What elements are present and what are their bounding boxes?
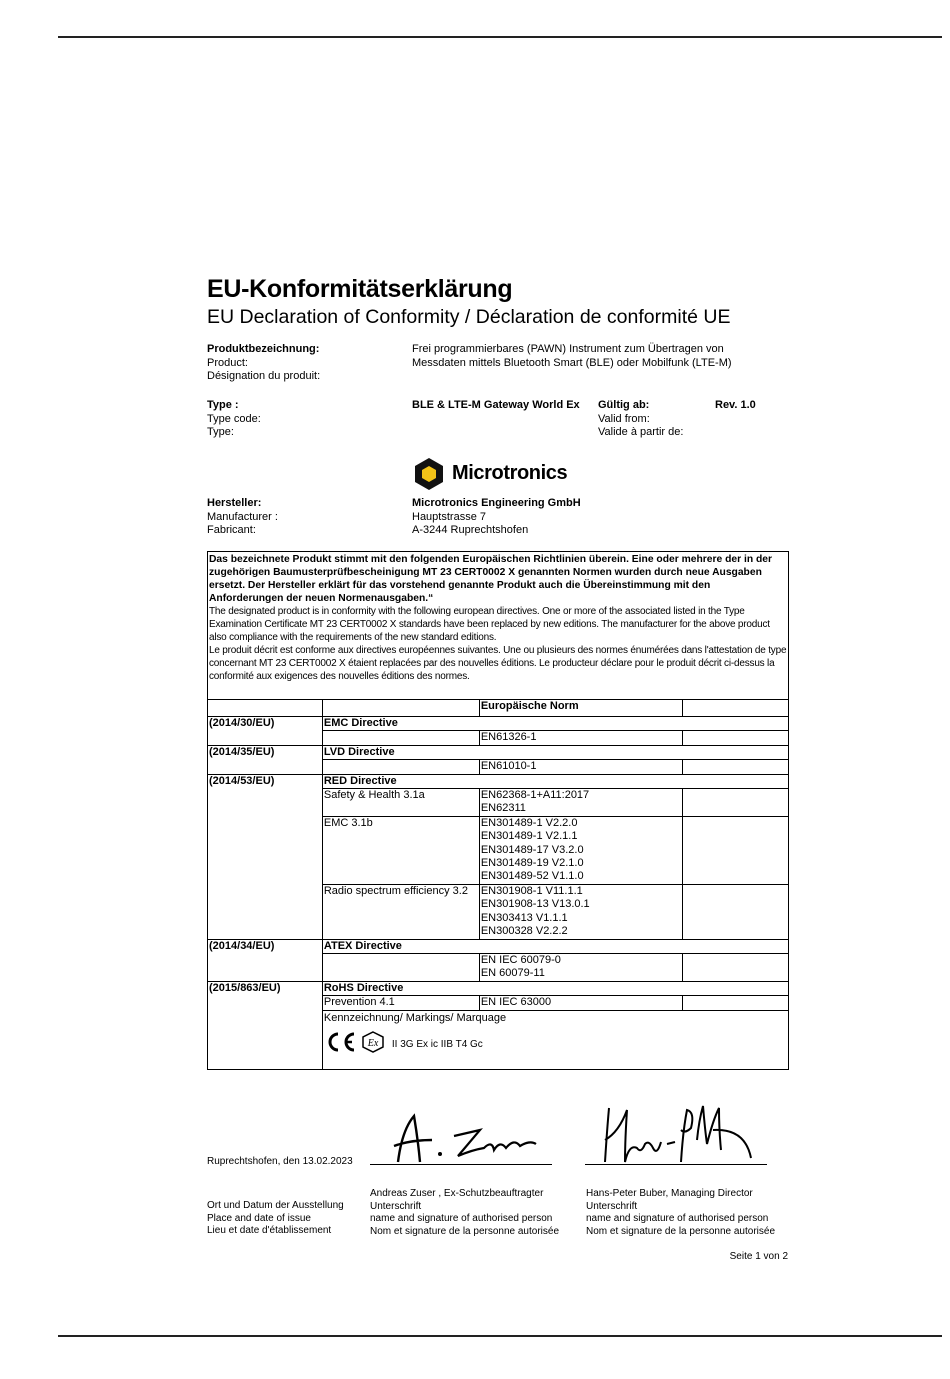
directive-code: (2014/35/EU) bbox=[208, 745, 323, 774]
statement-de: Das bezeichnete Produkt stimmt mit den folgenden Europäischen Richtlinien überein. Eine oder mehrere der in der zugehörigen Baumusterprüfbescheinigung MT 23 CERT0002 X genannten Normen wurden durch neue Ausgaben ersetzt. Der Hersteller erklärt für das vorstehend genannte Produkt auch die Übereinstimmung mit den Anforderungen der neuen Normenausgaben.“ bbox=[209, 554, 773, 604]
marking-cell bbox=[322, 1010, 788, 1069]
valid-label-de: Gültig ab: bbox=[598, 399, 650, 411]
manufacturer-label-fr: Fabricant: bbox=[207, 524, 256, 536]
signature-line bbox=[585, 1164, 767, 1165]
directive-code: (2015/863/EU) bbox=[208, 981, 323, 1069]
table-cell bbox=[322, 700, 479, 717]
signatory-2-name: Hans-Peter Buber, Managing Director bbox=[586, 1188, 753, 1199]
norm-line: EN IEC 60079-0 bbox=[480, 953, 561, 966]
table-row bbox=[208, 774, 789, 788]
table-cell bbox=[683, 816, 789, 884]
table-cell bbox=[322, 953, 479, 981]
product-label-en: Product: bbox=[207, 356, 248, 369]
bottom-rule bbox=[58, 1335, 942, 1337]
manufacturer-name: Microtronics Engineering GmbH bbox=[412, 497, 581, 509]
requirement-cell: Prevention 4.1 bbox=[322, 996, 479, 1010]
table-cell bbox=[683, 760, 789, 774]
norm-cell: EN IEC 63000 bbox=[479, 996, 683, 1010]
product-value-line1: Frei programmierbares (PAWN) Instrument zum Übertragen von bbox=[412, 343, 724, 355]
directive-name: EMC Directive bbox=[322, 717, 788, 731]
norm-line: EN301489-1 V2.2.0 bbox=[480, 816, 578, 829]
revision: Rev. 1.0 bbox=[715, 399, 756, 411]
signatory-2 bbox=[586, 1188, 775, 1238]
top-rule bbox=[58, 36, 942, 38]
requirement-cell: EMC 3.1b bbox=[322, 816, 479, 884]
table-cell bbox=[683, 731, 789, 745]
signature-label-en: name and signature of authorised person bbox=[586, 1213, 769, 1224]
norm-cell: EN61010-1 bbox=[479, 760, 683, 774]
norm-line: EN301489-19 V2.1.0 bbox=[480, 857, 584, 870]
signature-label-fr: Nom et signature de la personne autorisée bbox=[370, 1225, 560, 1237]
requirement-cell: Safety & Health 3.1a bbox=[322, 789, 479, 817]
type-label-en: Type code: bbox=[207, 412, 261, 425]
norm-line: EN301908-13 V13.0.1 bbox=[480, 898, 590, 911]
table-cell bbox=[683, 884, 789, 939]
manufacturer-value bbox=[412, 497, 581, 538]
signature-label-fr: Nom et signature de la personne autorisée bbox=[586, 1225, 776, 1237]
signatory-1 bbox=[370, 1188, 559, 1238]
norm-line: EN 60079-11 bbox=[480, 967, 545, 980]
requirement-cell: Radio spectrum efficiency 3.2 bbox=[322, 884, 479, 939]
type-labels bbox=[207, 399, 261, 440]
table-row bbox=[208, 981, 789, 995]
marking-label: Kennzeichnung/ Markings/ Marquage bbox=[323, 1011, 507, 1024]
directive-code: (2014/53/EU) bbox=[208, 774, 323, 939]
logo-icon bbox=[412, 457, 446, 491]
norm-line: EN300328 V2.2.2 bbox=[480, 925, 568, 938]
microtronics-logo bbox=[412, 457, 572, 493]
conformity-statement bbox=[207, 551, 789, 699]
ce-mark-icon bbox=[324, 1031, 358, 1053]
marking-symbols bbox=[324, 1031, 787, 1053]
table-cell bbox=[322, 731, 479, 745]
signature-label-de: Unterschrift bbox=[370, 1200, 422, 1212]
place-label-de: Ort und Datum der Ausstellung bbox=[207, 1200, 344, 1211]
valid-label-fr: Valide à partir de: bbox=[598, 426, 684, 438]
place-date-labels bbox=[207, 1200, 344, 1238]
norms-table bbox=[207, 699, 789, 1070]
signatory-1-name: Andreas Zuser , Ex-Schutzbeauftragter bbox=[370, 1188, 544, 1199]
directive-name: ATEX Directive bbox=[322, 939, 788, 953]
table-cell bbox=[322, 760, 479, 774]
directive-name: RED Directive bbox=[322, 774, 788, 788]
norm-line: EN62368-1+A11:2017 bbox=[480, 789, 590, 802]
norm-line: EN301908-1 V11.1.1 bbox=[480, 884, 583, 897]
norm-line: EN62311 bbox=[480, 802, 526, 815]
table-header-norm: Europäische Norm bbox=[479, 700, 683, 717]
norm-line: EN301489-1 V2.1.1 bbox=[480, 830, 578, 843]
manufacturer-label-en: Manufacturer : bbox=[207, 510, 278, 523]
table-cell bbox=[683, 700, 789, 717]
norm-line: EN301489-52 V1.1.0 bbox=[480, 870, 584, 883]
signature-label-de: Unterschrift bbox=[586, 1200, 638, 1212]
norm-cell: EN61326-1 bbox=[479, 731, 683, 745]
manufacturer-city: A-3244 Ruprechtshofen bbox=[412, 524, 529, 536]
table-cell bbox=[683, 789, 789, 817]
page-number: Seite 1 von 2 bbox=[729, 1251, 788, 1262]
norm-cell bbox=[479, 884, 683, 939]
norm-cell bbox=[479, 953, 683, 981]
product-value bbox=[412, 343, 732, 370]
page-subtitle: EU Declaration of Conformity / Déclaration de conformité UE bbox=[207, 306, 731, 328]
statement-en: The designated product is in conformity with the following european directives. One or more of the associated listed in the Type Examination Certificate MT 23 CERT0002 X standards have been replaced by new editions. The manufacturer for the above product also compliance with the requirements of the new standard editions. bbox=[209, 606, 770, 643]
product-labels bbox=[207, 343, 320, 384]
table-cell bbox=[683, 953, 789, 981]
table-row bbox=[208, 745, 789, 759]
signature-label-en: name and signature of authorised person bbox=[370, 1213, 553, 1224]
marking-value: II 3G Ex ic IIB T4 Gc bbox=[391, 1039, 483, 1051]
valid-label-en: Valid from: bbox=[598, 412, 650, 425]
table-cell bbox=[208, 700, 323, 717]
valid-labels bbox=[598, 399, 683, 440]
table-row bbox=[208, 939, 789, 953]
norm-line: EN303413 V1.1.1 bbox=[480, 911, 568, 924]
table-cell bbox=[683, 996, 789, 1010]
norm-cell bbox=[479, 816, 683, 884]
type-label-de: Type : bbox=[207, 399, 239, 411]
table-row bbox=[208, 717, 789, 731]
signature-hans-peter-buber bbox=[595, 1100, 755, 1170]
directive-code: (2014/34/EU) bbox=[208, 939, 323, 981]
manufacturer-street: Hauptstrasse 7 bbox=[412, 510, 486, 523]
product-label-fr: Désignation du produit: bbox=[207, 370, 321, 382]
norm-cell bbox=[479, 789, 683, 817]
norm-line: EN301489-17 V3.2.0 bbox=[480, 843, 584, 856]
statement-fr: Le produit décrit est conforme aux directives européennes suivantes. Une ou plusieurs des normes énumérées dans l'attestation de type concernant MT 23 CERT0002 X étaient replacées par des nouvelles éditions. Le producteur déclare pour le produit décrit ci-dessus la conformité aux exigences des nouvelles éditions des normes. bbox=[209, 645, 787, 682]
page-title: EU-Konformitätserklärung bbox=[207, 275, 513, 303]
product-value-line2: Messdaten mittels Bluetooth Smart (BLE) oder Mobilfunk (LTE-M) bbox=[412, 356, 732, 369]
signature-line bbox=[370, 1164, 552, 1165]
place-label-en: Place and date of issue bbox=[207, 1212, 311, 1224]
directive-name: LVD Directive bbox=[322, 745, 788, 759]
type-value: BLE & LTE-M Gateway World Ex bbox=[412, 399, 580, 411]
place-label-fr: Lieu et date d'établissement bbox=[207, 1225, 332, 1236]
manufacturer-labels bbox=[207, 497, 278, 538]
signature-andreas-zuser bbox=[380, 1110, 550, 1170]
logo-text: Microtronics bbox=[452, 462, 568, 484]
product-label-de: Produktbezeichnung: bbox=[207, 343, 320, 355]
place-date: Ruprechtshofen, den 13.02.2023 bbox=[207, 1156, 353, 1167]
table-header-row bbox=[208, 700, 789, 717]
manufacturer-label-de: Hersteller: bbox=[207, 497, 262, 509]
directive-name: RoHS Directive bbox=[322, 981, 788, 995]
type-label-fr: Type: bbox=[207, 426, 234, 438]
ex-hexagon-icon bbox=[362, 1031, 384, 1053]
svg-text:Ex: Ex bbox=[367, 1037, 379, 1049]
directive-code: (2014/30/EU) bbox=[208, 717, 323, 746]
